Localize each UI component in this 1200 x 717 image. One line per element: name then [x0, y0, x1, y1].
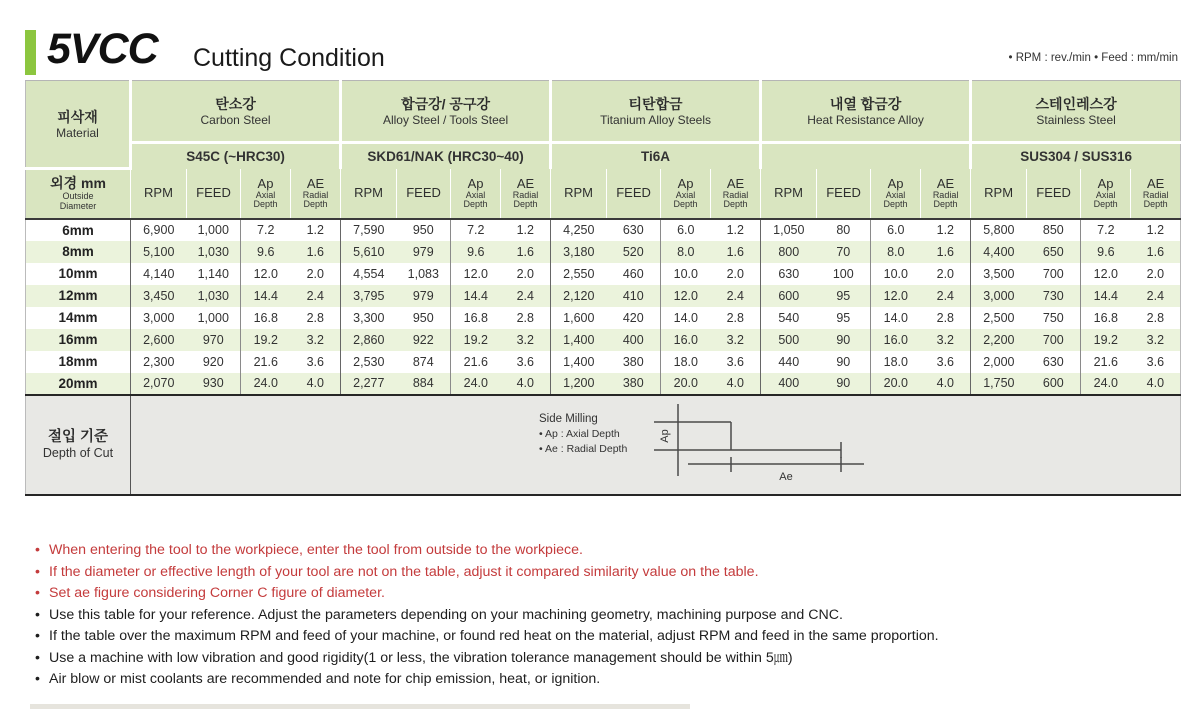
- column-header-row: [26, 169, 1181, 219]
- data-cell: 2,070: [131, 373, 187, 395]
- data-cell: 2,120: [551, 285, 607, 307]
- data-cell: 979: [397, 285, 451, 307]
- data-cell: 2,200: [971, 329, 1027, 351]
- data-cell: 400: [761, 373, 817, 395]
- depth-of-cut-row: [26, 395, 1181, 495]
- row-diameter: 6mm: [26, 219, 131, 241]
- data-cell: 1.2: [501, 219, 551, 241]
- data-cell: 460: [607, 263, 661, 285]
- data-cell: 3.2: [501, 329, 551, 351]
- data-cell: 8.0: [661, 241, 711, 263]
- group-header-carbon-steel: [131, 81, 341, 143]
- data-cell: 12.0: [451, 263, 501, 285]
- data-cell: 7.2: [1081, 219, 1131, 241]
- data-cell: 3.6: [1131, 351, 1181, 373]
- group-label-en: Titanium Alloy Steels: [600, 112, 712, 127]
- group-label-ko: 합금강/ 공구강: [401, 95, 491, 112]
- col-header-ae: AE Radial Depth: [501, 169, 551, 219]
- data-cell: 2,550: [551, 263, 607, 285]
- data-cell: 420: [607, 307, 661, 329]
- data-cell: 2.0: [711, 263, 761, 285]
- footnote-text: When entering the tool to the workpiece, enter the tool from outside to the workpiece.: [49, 542, 583, 558]
- data-cell: 2.0: [921, 263, 971, 285]
- data-cell: 1,400: [551, 351, 607, 373]
- data-cell: 90: [817, 329, 871, 351]
- group-header-heat-resistance: [761, 81, 971, 143]
- data-cell: 12.0: [661, 285, 711, 307]
- grade-header-row: [26, 143, 1181, 169]
- data-cell: 874: [397, 351, 451, 373]
- row-diameter: 20mm: [26, 373, 131, 395]
- data-cell: 500: [761, 329, 817, 351]
- data-cell: 520: [607, 241, 661, 263]
- data-cell: 1,400: [551, 329, 607, 351]
- data-cell: 540: [761, 307, 817, 329]
- units-note: • RPM : rev./min • Feed : mm/min: [1008, 52, 1178, 64]
- group-header-titanium: [551, 81, 761, 143]
- row-diameter: 14mm: [26, 307, 131, 329]
- data-cell: 9.6: [451, 241, 501, 263]
- data-cell: 2.8: [1131, 307, 1181, 329]
- col-header-ae: AE Radial Depth: [1131, 169, 1181, 219]
- data-cell: 3.6: [291, 351, 341, 373]
- data-cell: 730: [1027, 285, 1081, 307]
- col-header-rpm: RPM: [551, 169, 607, 219]
- data-cell: 4.0: [501, 373, 551, 395]
- footnote-item: [35, 626, 1185, 648]
- data-cell: 1,200: [551, 373, 607, 395]
- data-cell: 650: [1027, 241, 1081, 263]
- data-cell: 14.4: [1081, 285, 1131, 307]
- data-cell: 884: [397, 373, 451, 395]
- group-label-en: Carbon Steel: [200, 112, 271, 127]
- ae-note: • Ae : Radial Depth: [539, 442, 628, 455]
- table-row: [26, 263, 1181, 285]
- grade-carbon: S45C (~HRC30): [131, 143, 341, 169]
- data-cell: 19.2: [451, 329, 501, 351]
- bullet-icon: •: [35, 606, 40, 623]
- data-cell: 2.4: [921, 285, 971, 307]
- table-row: [26, 285, 1181, 307]
- group-label-ko: 스테인레스강: [1035, 95, 1117, 112]
- ap-note: • Ap : Axial Depth: [539, 427, 620, 440]
- col-header-feed: FEED: [1027, 169, 1081, 219]
- data-cell: 12.0: [241, 263, 291, 285]
- data-cell: 10.0: [871, 263, 921, 285]
- data-cell: 16.0: [871, 329, 921, 351]
- data-cell: 2,277: [341, 373, 397, 395]
- data-cell: 21.6: [241, 351, 291, 373]
- footnotes-list: [35, 540, 1185, 691]
- group-header-alloy-steel: [341, 81, 551, 143]
- data-cell: 24.0: [451, 373, 501, 395]
- data-cell: 1,750: [971, 373, 1027, 395]
- data-cell: 9.6: [1081, 241, 1131, 263]
- data-cell: 2.0: [501, 263, 551, 285]
- footnote-item: [35, 540, 1185, 562]
- data-cell: 1,140: [187, 263, 241, 285]
- data-cell: 3.6: [921, 351, 971, 373]
- data-cell: 1.6: [921, 241, 971, 263]
- table-row: [26, 329, 1181, 351]
- material-label-en: Material: [56, 125, 99, 140]
- data-cell: 1,083: [397, 263, 451, 285]
- bullet-icon: •: [35, 563, 40, 580]
- data-cell: 1.2: [291, 219, 341, 241]
- data-cell: 630: [1027, 351, 1081, 373]
- bottom-divider-bar: [30, 704, 690, 709]
- data-cell: 1.2: [711, 219, 761, 241]
- data-cell: 1.6: [501, 241, 551, 263]
- col-header-feed: FEED: [187, 169, 241, 219]
- bullet-icon: •: [35, 585, 40, 601]
- data-cell: 700: [1027, 263, 1081, 285]
- data-cell: 1,030: [187, 285, 241, 307]
- group-label-en: Heat Resistance Alloy: [807, 112, 924, 127]
- data-cell: 2.8: [921, 307, 971, 329]
- data-cell: 630: [761, 263, 817, 285]
- data-cell: 2,530: [341, 351, 397, 373]
- data-cell: 600: [761, 285, 817, 307]
- data-cell: 4.0: [291, 373, 341, 395]
- group-label-ko: 티탄합금: [628, 95, 683, 112]
- diagram-ap-label: Ap: [659, 428, 671, 443]
- data-cell: 2.8: [291, 307, 341, 329]
- col-header-rpm: RPM: [131, 169, 187, 219]
- data-cell: 400: [607, 329, 661, 351]
- data-cell: 100: [817, 263, 871, 285]
- col-header-rpm: RPM: [971, 169, 1027, 219]
- data-cell: 3.6: [711, 351, 761, 373]
- data-cell: 1.2: [921, 219, 971, 241]
- data-cell: 5,800: [971, 219, 1027, 241]
- data-cell: 9.6: [241, 241, 291, 263]
- depth-of-cut-label-cell: [26, 395, 131, 495]
- data-cell: 90: [817, 373, 871, 395]
- data-cell: 4,140: [131, 263, 187, 285]
- data-cell: 4,250: [551, 219, 607, 241]
- data-cell: 80: [817, 219, 871, 241]
- data-cell: 16.8: [451, 307, 501, 329]
- cutting-condition-table: [25, 80, 1181, 496]
- data-cell: 2.8: [711, 307, 761, 329]
- diameter-label-ko: 외경 mm: [50, 175, 106, 192]
- data-cell: 14.4: [241, 285, 291, 307]
- footnote-item: [35, 562, 1185, 584]
- footnote-text: Use a machine with low vibration and good rigidity(1 or less, the vibration tolerance management should be within 5㎛): [49, 649, 793, 666]
- data-cell: 380: [607, 351, 661, 373]
- data-cell: 3,450: [131, 285, 187, 307]
- col-header-ae: AE Radial Depth: [921, 169, 971, 219]
- data-cell: 3,000: [971, 285, 1027, 307]
- bullet-icon: •: [35, 542, 40, 558]
- data-cell: 16.8: [241, 307, 291, 329]
- footnote-item: [35, 583, 1185, 605]
- data-cell: 2.0: [1131, 263, 1181, 285]
- data-cell: 3.2: [1131, 329, 1181, 351]
- data-cell: 3.2: [921, 329, 971, 351]
- data-cell: 12.0: [1081, 263, 1131, 285]
- data-cell: 4.0: [711, 373, 761, 395]
- bullet-icon: •: [35, 671, 40, 687]
- data-cell: 19.2: [1081, 329, 1131, 351]
- table-row: [26, 351, 1181, 373]
- data-cell: 3,300: [341, 307, 397, 329]
- material-header-cell: [26, 81, 131, 169]
- data-cell: 18.0: [661, 351, 711, 373]
- data-cell: 2,300: [131, 351, 187, 373]
- diameter-label-en1: Outside: [62, 191, 94, 202]
- data-cell: 1.6: [1131, 241, 1181, 263]
- data-cell: 3,795: [341, 285, 397, 307]
- data-cell: 3,000: [131, 307, 187, 329]
- data-cell: 19.2: [241, 329, 291, 351]
- data-cell: 800: [761, 241, 817, 263]
- col-header-rpm: RPM: [341, 169, 397, 219]
- data-cell: 922: [397, 329, 451, 351]
- row-diameter: 10mm: [26, 263, 131, 285]
- data-cell: 1.6: [711, 241, 761, 263]
- data-cell: 380: [607, 373, 661, 395]
- table-row: [26, 241, 1181, 263]
- depth-label-ko: 절입 기준: [47, 429, 109, 445]
- data-cell: 950: [397, 307, 451, 329]
- row-diameter: 8mm: [26, 241, 131, 263]
- data-cell: 3.6: [501, 351, 551, 373]
- footnote-text: Set ae figure considering Corner C figure of diameter.: [49, 585, 385, 601]
- data-cell: 2,860: [341, 329, 397, 351]
- table-row: [26, 307, 1181, 329]
- data-cell: 5,610: [341, 241, 397, 263]
- footnote-item: [35, 669, 1185, 691]
- grade-stainless: SUS304 / SUS316: [971, 143, 1181, 169]
- data-cell: 1.2: [1131, 219, 1181, 241]
- data-cell: 440: [761, 351, 817, 373]
- data-cell: 7.2: [451, 219, 501, 241]
- product-logo: 5VCC: [47, 25, 158, 73]
- data-cell: 2,500: [971, 307, 1027, 329]
- data-cell: 4.0: [1131, 373, 1181, 395]
- data-cell: 90: [817, 351, 871, 373]
- data-cell: 4.0: [921, 373, 971, 395]
- data-cell: 700: [1027, 329, 1081, 351]
- bullet-icon: •: [35, 628, 40, 644]
- data-cell: 6.0: [661, 219, 711, 241]
- footnote-text: Air blow or mist coolants are recommended and note for chip emission, heat, or ignition.: [49, 671, 601, 687]
- data-cell: 630: [607, 219, 661, 241]
- data-cell: 750: [1027, 307, 1081, 329]
- title-accent-bar: [25, 30, 36, 75]
- data-cell: 970: [187, 329, 241, 351]
- group-header-stainless: [971, 81, 1181, 143]
- data-cell: 21.6: [451, 351, 501, 373]
- footnote-text: Use this table for your reference. Adjust the parameters depending on your machining geometry, machining purpose and CNC.: [49, 606, 843, 623]
- side-milling-title: Side Milling: [539, 412, 598, 425]
- footnote-text: If the diameter or effective length of your tool are not on the table, adjust it compared similarity value on the table.: [49, 563, 759, 580]
- material-label-ko: 피삭재: [57, 108, 98, 125]
- data-cell: 1,000: [187, 307, 241, 329]
- page-title: Cutting Condition: [193, 44, 385, 72]
- footnote-item: [35, 648, 1185, 670]
- data-cell: 3.2: [291, 329, 341, 351]
- data-cell: 600: [1027, 373, 1081, 395]
- col-header-ap: Ap Axial Depth: [661, 169, 711, 219]
- row-diameter: 12mm: [26, 285, 131, 307]
- data-cell: 5,100: [131, 241, 187, 263]
- data-cell: 14.4: [451, 285, 501, 307]
- depth-label-en: Depth of Cut: [42, 446, 114, 460]
- data-cell: 4,400: [971, 241, 1027, 263]
- grade-heat: [761, 143, 971, 169]
- table-row: [26, 219, 1181, 241]
- data-cell: 930: [187, 373, 241, 395]
- data-cell: 1,030: [187, 241, 241, 263]
- col-header-feed: FEED: [397, 169, 451, 219]
- data-cell: 95: [817, 307, 871, 329]
- data-cell: 1,600: [551, 307, 607, 329]
- diagram-ae-label: Ae: [779, 470, 793, 483]
- data-cell: 6.0: [871, 219, 921, 241]
- col-header-ap: Ap Axial Depth: [871, 169, 921, 219]
- data-cell: 2,000: [971, 351, 1027, 373]
- data-cell: 8.0: [871, 241, 921, 263]
- col-header-ap: Ap Axial Depth: [241, 169, 291, 219]
- material-header-row: [26, 81, 1181, 143]
- data-cell: 14.0: [661, 307, 711, 329]
- data-cell: 16.0: [661, 329, 711, 351]
- col-header-ae: AE Radial Depth: [291, 169, 341, 219]
- data-cell: 920: [187, 351, 241, 373]
- data-cell: 24.0: [241, 373, 291, 395]
- data-cell: 2.8: [501, 307, 551, 329]
- group-label-ko: 내열 합금강: [829, 95, 902, 112]
- group-label-en: Stainless Steel: [1036, 112, 1116, 127]
- col-header-ap: Ap Axial Depth: [451, 169, 501, 219]
- data-cell: 21.6: [1081, 351, 1131, 373]
- data-cell: 2.4: [1131, 285, 1181, 307]
- data-cell: 20.0: [661, 373, 711, 395]
- data-cell: 16.8: [1081, 307, 1131, 329]
- grade-alloy: SKD61/NAK (HRC30~40): [341, 143, 551, 169]
- row-diameter: 18mm: [26, 351, 131, 373]
- data-cell: 10.0: [661, 263, 711, 285]
- depth-diagram: [636, 402, 876, 486]
- bullet-icon: •: [35, 649, 40, 666]
- group-label-en: Alloy Steel / Tools Steel: [382, 112, 509, 127]
- grade-titanium: Ti6A: [551, 143, 761, 169]
- data-cell: 850: [1027, 219, 1081, 241]
- data-cell: 1,050: [761, 219, 817, 241]
- data-cell: 2.4: [291, 285, 341, 307]
- row-diameter: 16mm: [26, 329, 131, 351]
- data-cell: 3,180: [551, 241, 607, 263]
- col-header-feed: FEED: [817, 169, 871, 219]
- data-cell: 1.6: [291, 241, 341, 263]
- data-cell: 4,554: [341, 263, 397, 285]
- data-cell: 979: [397, 241, 451, 263]
- data-cell: 6,900: [131, 219, 187, 241]
- data-cell: 7.2: [241, 219, 291, 241]
- group-label-ko: 탄소강: [215, 95, 256, 112]
- data-cell: 95: [817, 285, 871, 307]
- data-cell: 3.2: [711, 329, 761, 351]
- col-header-rpm: RPM: [761, 169, 817, 219]
- data-cell: 3,500: [971, 263, 1027, 285]
- data-cell: 950: [397, 219, 451, 241]
- data-cell: 410: [607, 285, 661, 307]
- data-cell: 2.4: [501, 285, 551, 307]
- col-header-ae: AE Radial Depth: [711, 169, 761, 219]
- footnote-item: [35, 605, 1185, 627]
- data-cell: 7,590: [341, 219, 397, 241]
- data-cell: 70: [817, 241, 871, 263]
- data-cell: 12.0: [871, 285, 921, 307]
- data-cell: 14.0: [871, 307, 921, 329]
- depth-of-cut-content-cell: [131, 395, 1181, 495]
- side-milling-note: [539, 412, 627, 457]
- diameter-header-cell: [26, 169, 131, 219]
- footnote-text: If the table over the maximum RPM and feed of your machine, or found red heat on the material, adjust RPM and feed in the same proportion.: [49, 628, 939, 644]
- data-cell: 1,000: [187, 219, 241, 241]
- col-header-feed: FEED: [607, 169, 661, 219]
- data-cell: 20.0: [871, 373, 921, 395]
- data-cell: 2,600: [131, 329, 187, 351]
- diameter-label-en2: Diameter: [59, 201, 97, 212]
- table-row: [26, 373, 1181, 395]
- col-header-ap: Ap Axial Depth: [1081, 169, 1131, 219]
- data-cell: 24.0: [1081, 373, 1131, 395]
- data-cell: 2.4: [711, 285, 761, 307]
- data-cell: 18.0: [871, 351, 921, 373]
- data-cell: 2.0: [291, 263, 341, 285]
